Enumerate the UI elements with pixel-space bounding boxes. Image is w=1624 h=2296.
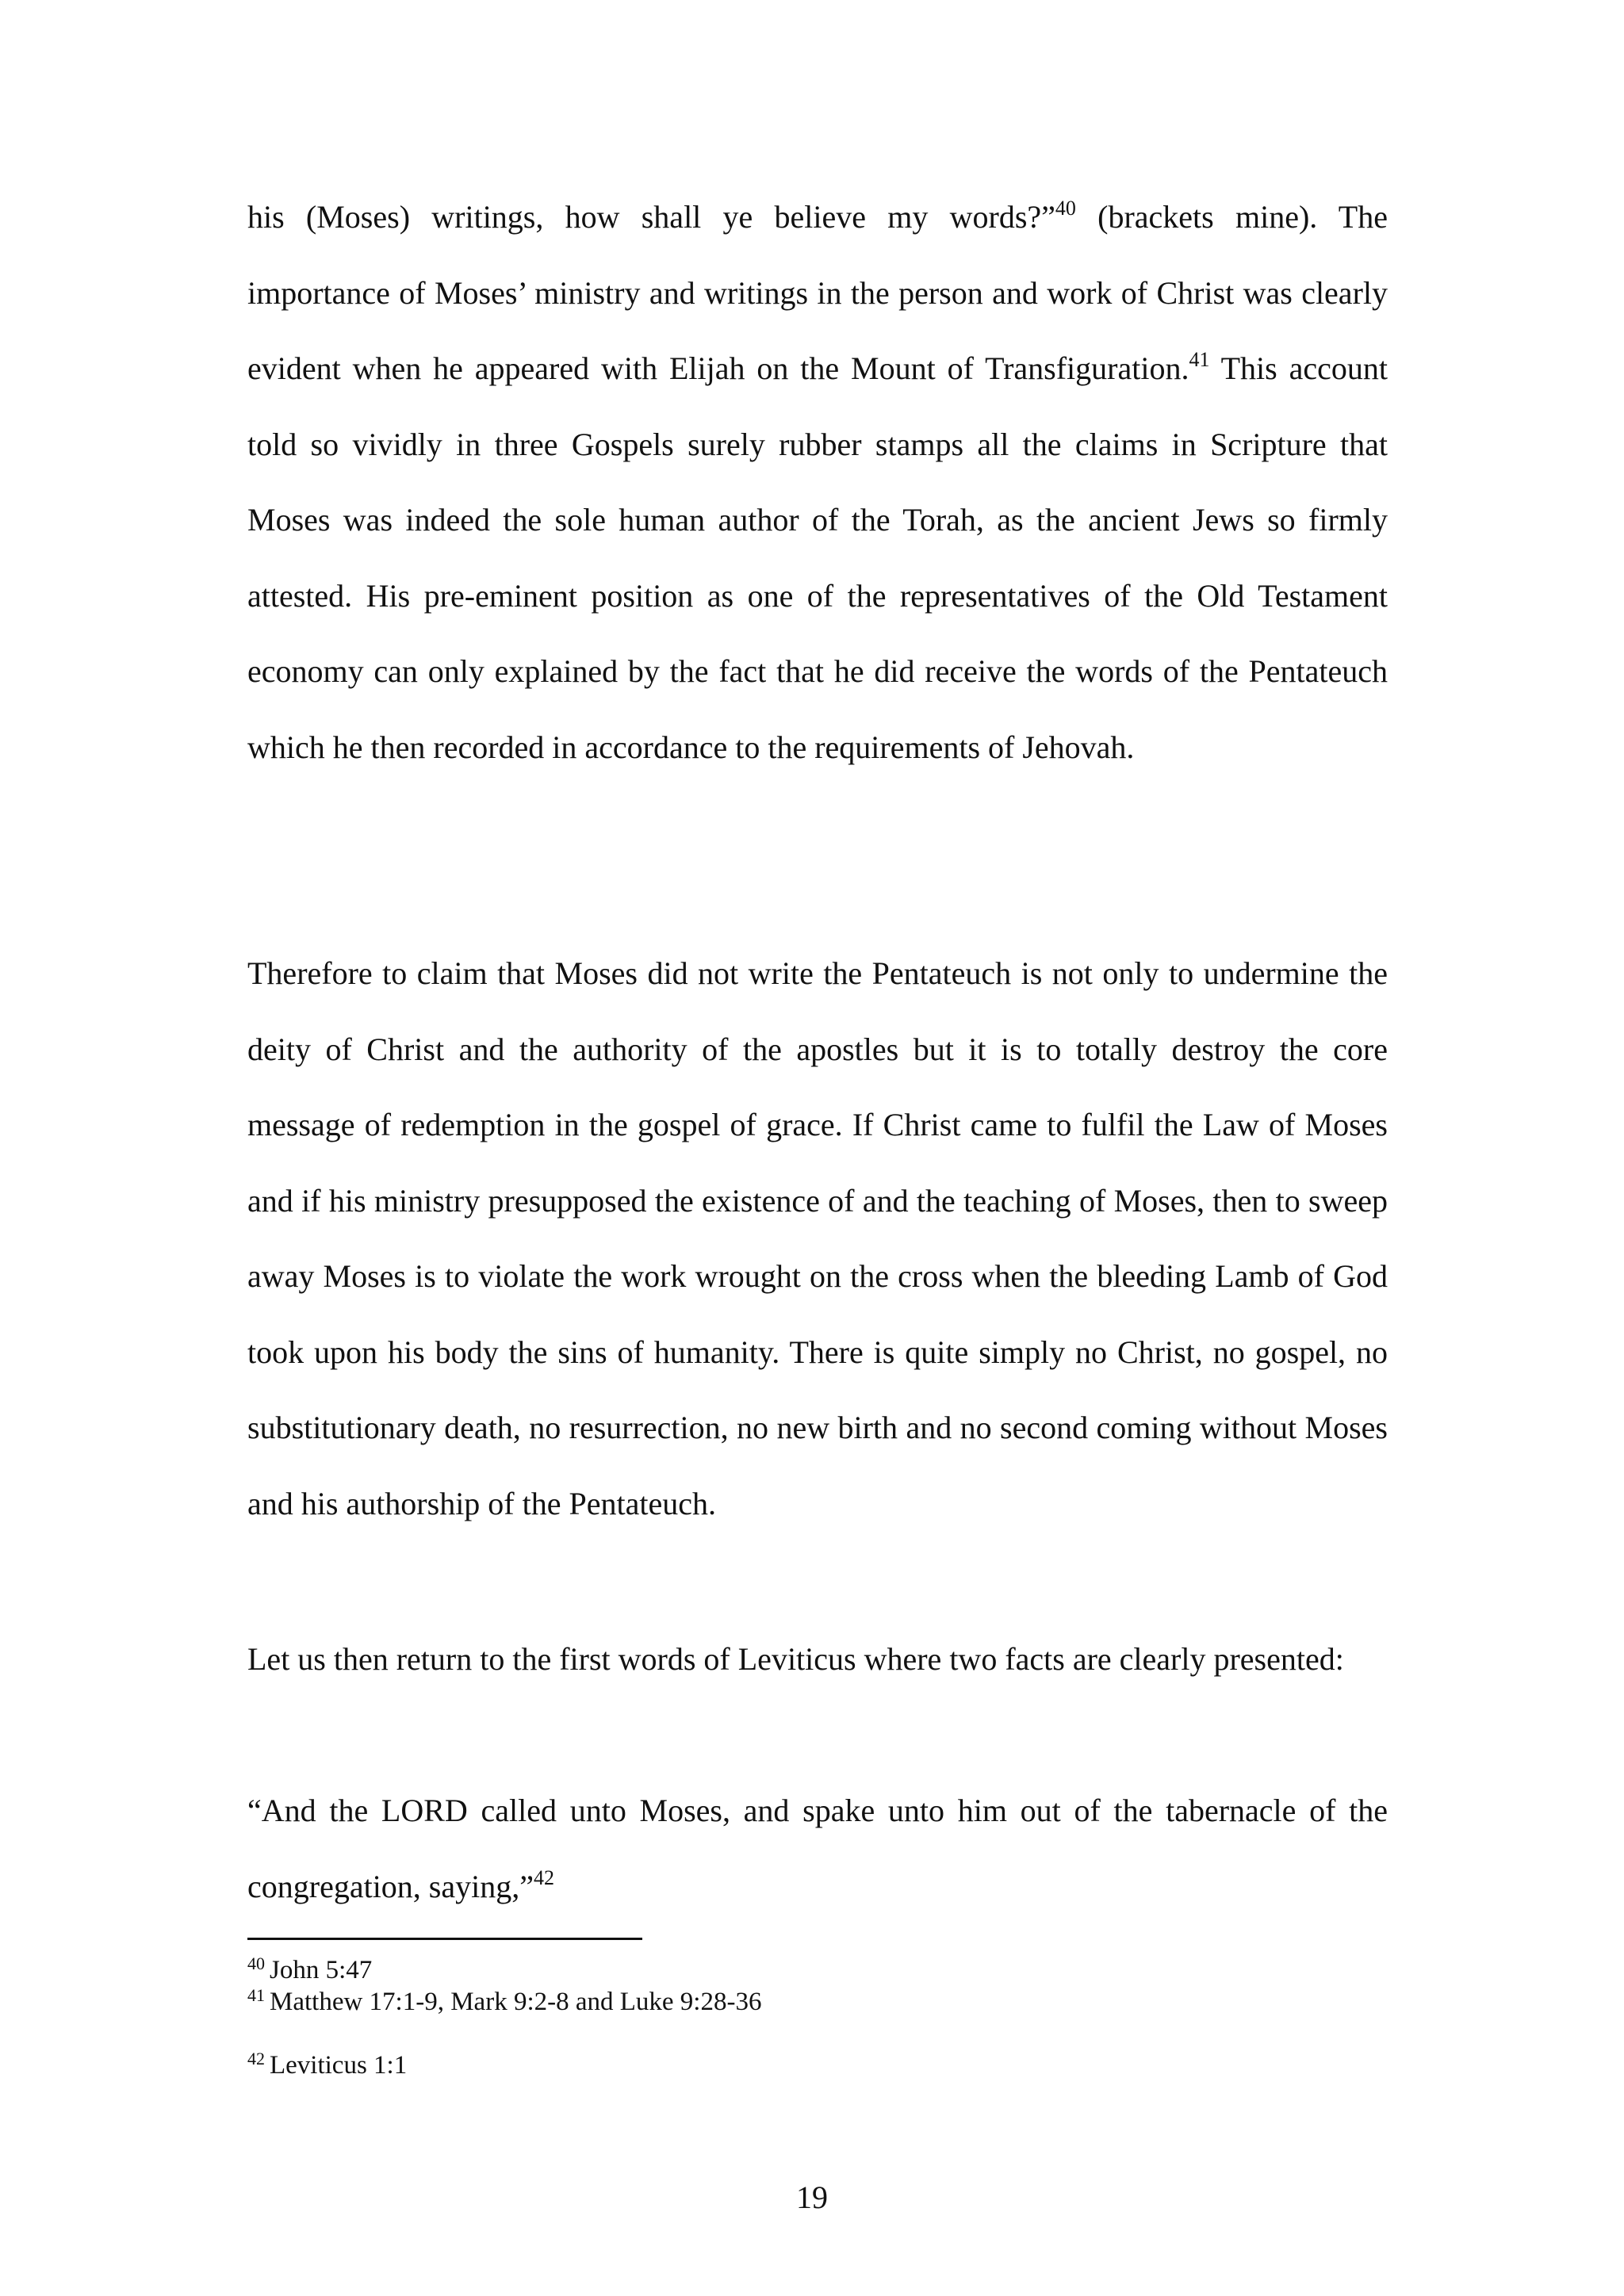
quotation-paragraph [247, 1773, 1388, 1924]
footnote-text: Matthew 17:1-9, Mark 9:2-8 and Luke 9:28-36 [270, 1988, 762, 2016]
paragraph-2 [247, 936, 1388, 1541]
paragraph-1-text-c: This account told so vividly in three Gospels surely rubber stamps all the claims in Scripture that Moses was indeed the sole human author of the Torah, as the ancient Jews so firmly attested. His pre-eminent position as one of the representatives of the Old Testament economy can only explained by the fact that he did receive the words of the Pentateuch which he then recorded in accordance to the requirements of Jehovah. [247, 350, 1388, 765]
footnote-separator [247, 1938, 642, 1940]
page-number: 19 [796, 2179, 828, 2215]
paragraph-3-text: Let us then return to the first words of Leviticus where two facts are clearly presented: [247, 1641, 1344, 1677]
paragraph-1 [247, 179, 1388, 785]
footnote-text: John 5:47 [270, 1956, 373, 1984]
footnote-ref-41: 41 [1189, 348, 1210, 371]
paragraph-2-text: Therefore to claim that Moses did not write the Pentateuch is not only to undermine the deity of Christ and the authority of the apostles but it is to totally destroy the core message of redemption in the gospel of grace. If Christ came to fulfil the Law of Moses and if his ministry presupposed the existence of and the teaching of Moses, then to sweep away Moses is to violate the work wrought on the cross when the bleeding Lamb of God took upon his body the sins of humanity. There is quite simply no Christ, no gospel, no substitutionary death, no resurrection, no new birth and no second coming without Moses and his authorship of the Pentateuch. [247, 955, 1388, 1521]
footnote-40 [247, 1955, 1388, 1985]
quotation-text: “And the LORD called unto Moses, and spake unto him out of the tabernacle of the congregation, saying,” [247, 1793, 1388, 1904]
footnote-ref-42: 42 [534, 1866, 554, 1889]
paragraph-1-text-a: his (Moses) writings, how shall ye believe my words?” [247, 199, 1055, 235]
footnote-number: 41 [247, 1985, 265, 2005]
footnote-number: 40 [247, 1954, 265, 1973]
paragraph-1-text-b: (brackets mine). The importance of Moses’ ministry and writings in the person and work of Christ was clearly evident when he appeared with Elijah on the Mount of Transfiguration. [247, 199, 1388, 386]
footnote-41 [247, 1987, 1388, 2017]
paragraph-3 [247, 1621, 1388, 1697]
footnote-number: 42 [247, 2049, 265, 2068]
footnote-text: Leviticus 1:1 [270, 2051, 408, 2080]
footnote-ref-40: 40 [1055, 197, 1076, 220]
footnote-42 [247, 2050, 1388, 2080]
